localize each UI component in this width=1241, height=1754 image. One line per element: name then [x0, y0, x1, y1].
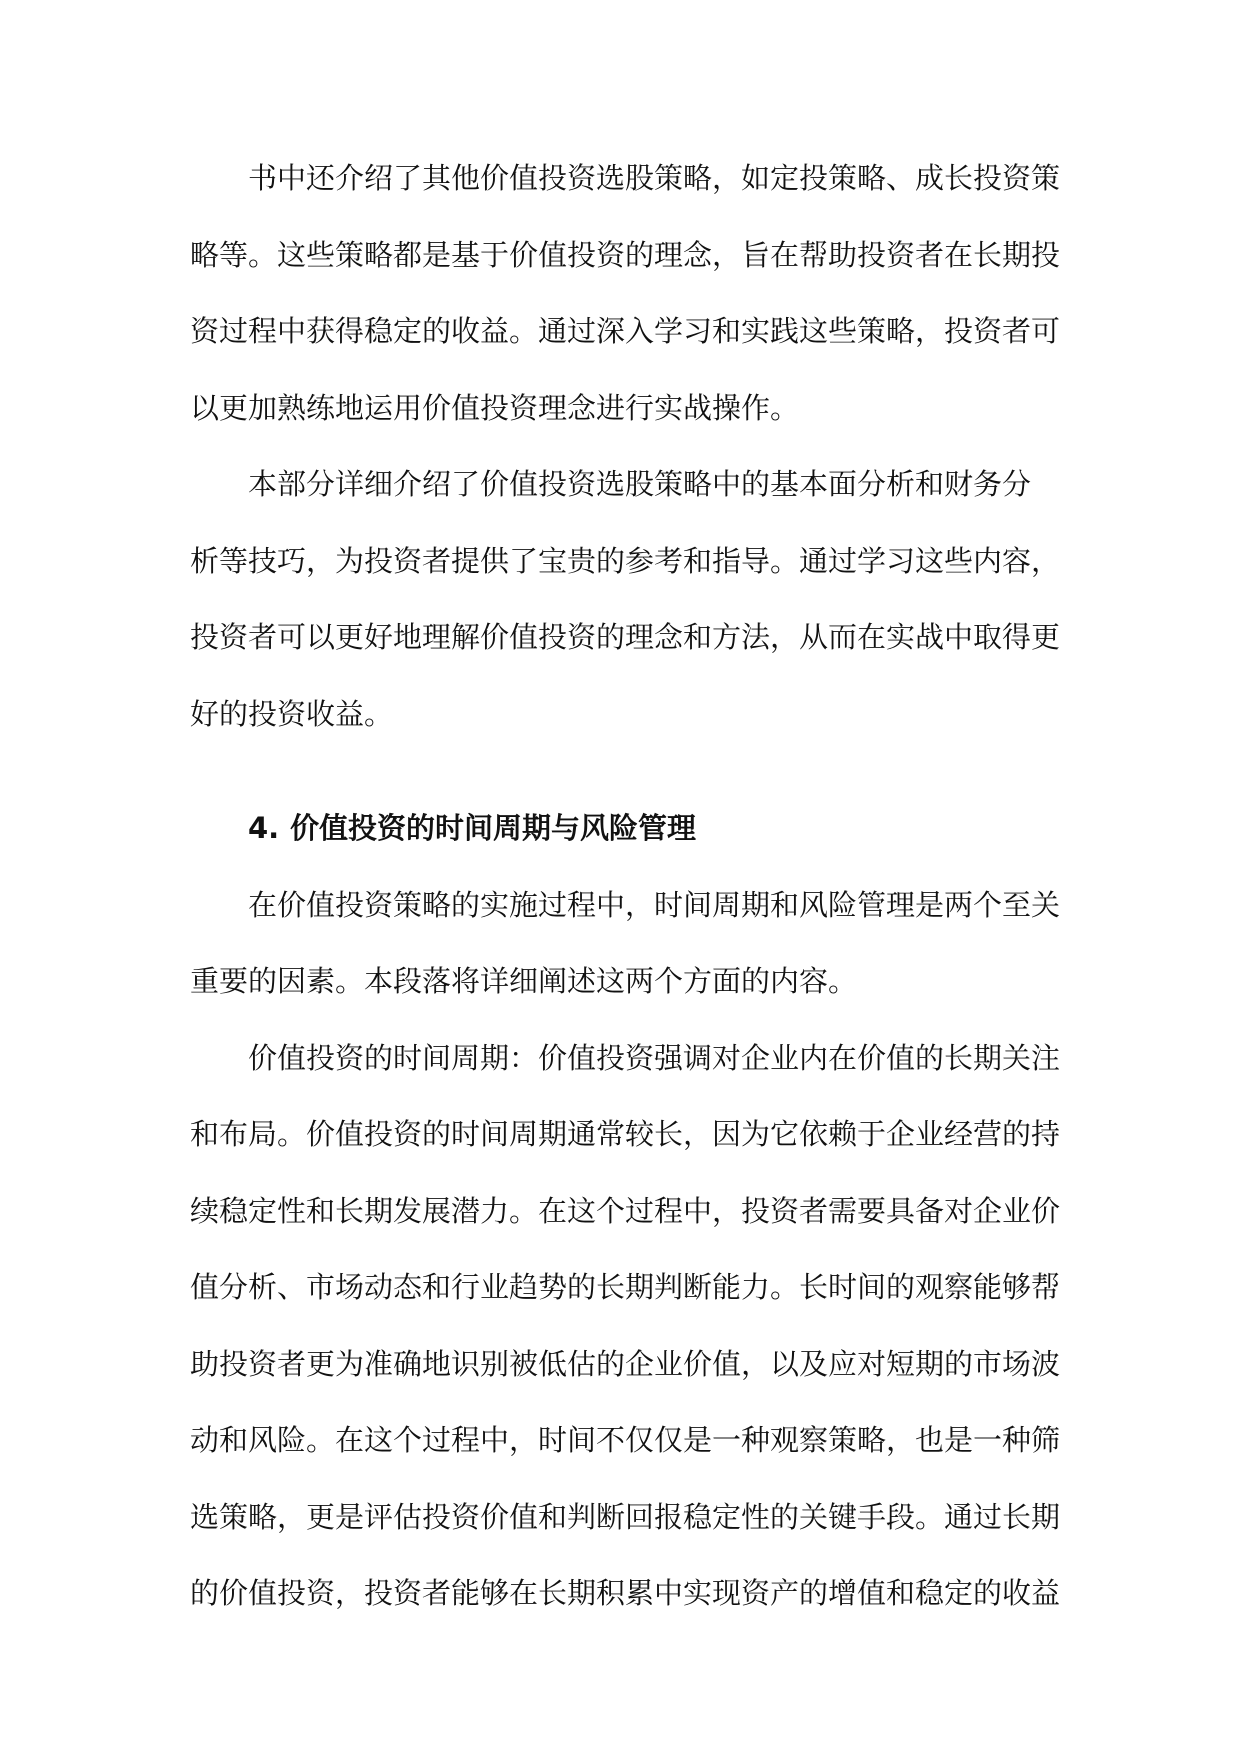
section-heading	[190, 790, 1060, 867]
text-line: 助投资者更为准确地识别被低估的企业价值，以及应对短期的市场波	[190, 1346, 1061, 1381]
text-line: 选策略，更是评估投资价值和判断回报稳定性的关键手段。通过长期	[190, 1499, 1061, 1534]
text-line: 值分析、市场动态和行业趋势的长期判断能力。长时间的观察能够帮	[190, 1270, 1061, 1304]
text-line: 价值投资的时间周期：价值投资强调对企业内在价值的长期关注	[248, 1040, 1061, 1075]
text-line: 的价值投资，投资者能够在长期积累中实现资产的增值和稳定的收益	[190, 1576, 1061, 1610]
text-line: 资过程中获得稳定的收益。通过深入学习和实践这些策略，投资者可	[190, 314, 1061, 348]
paragraph-other-strategies	[190, 140, 1060, 446]
section-number: 4.	[248, 811, 280, 845]
document-body	[190, 140, 1060, 1632]
text-line: 以更加熟练地运用价值投资理念进行实战操作。	[190, 390, 800, 425]
text-line: 续稳定性和长期发展潜力。在这个过程中，投资者需要具备对企业价	[190, 1193, 1061, 1228]
text-line: 本部分详细介绍了价值投资选股策略中的基本面分析和财务分	[248, 467, 1032, 501]
text-line: 重要的因素。本段落将详细阐述这两个方面的内容。	[190, 964, 858, 998]
text-line: 好的投资收益。	[190, 696, 394, 731]
paragraph-time-cycle	[190, 1020, 1060, 1632]
text-line: 投资者可以更好地理解价值投资的理念和方法，从而在实战中取得更	[190, 620, 1061, 654]
text-line: 动和风险。在这个过程中，时间不仅仅是一种观察策略，也是一种筛	[190, 1423, 1061, 1457]
text-line: 析等技巧，为投资者提供了宝贵的参考和指导。通过学习这些内容，	[190, 543, 1061, 578]
text-line: 和布局。价值投资的时间周期通常较长，因为它依赖于企业经营的持	[190, 1117, 1061, 1151]
text-line: 略等。这些策略都是基于价值投资的理念，旨在帮助投资者在长期投	[190, 237, 1061, 272]
section-title: 价值投资的时间周期与风险管理	[290, 811, 697, 845]
text-line: 书中还介绍了其他价值投资选股策略，如定投策略、成长投资策	[248, 161, 1061, 195]
paragraph-section-summary	[190, 446, 1060, 752]
paragraph-intro	[190, 867, 1060, 1020]
text-line: 在价值投资策略的实施过程中，时间周期和风险管理是两个至关	[248, 887, 1061, 922]
